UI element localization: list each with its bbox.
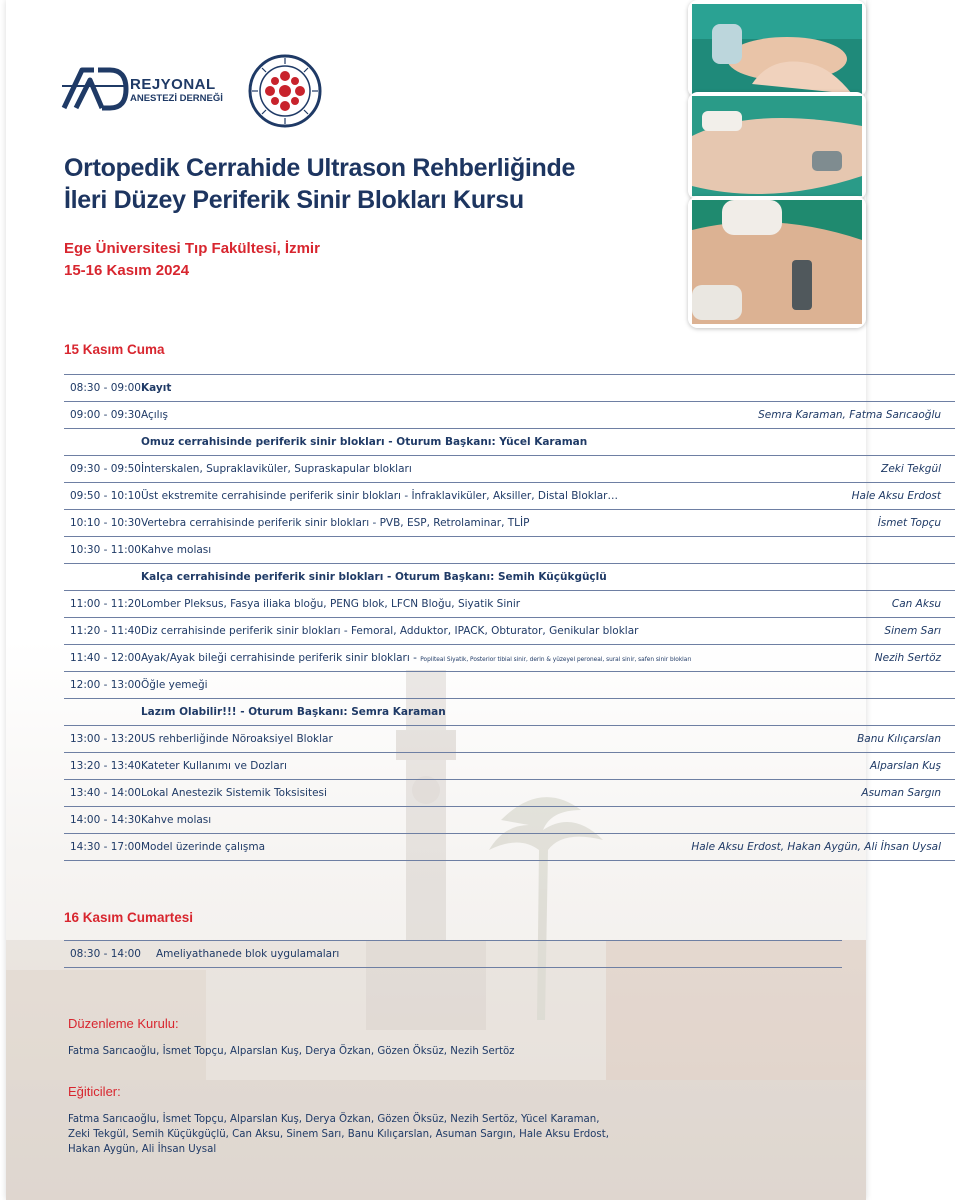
row-topic [141,645,691,672]
row-speaker: Nezih Sertöz [691,645,955,672]
row-topic-text: Kateter Kullanımı ve Dozları [140,760,287,772]
course-title-line1: Ortopedik Cerrahide Ultrason Rehberliğinde [64,154,576,182]
row-time: 11:20 - 11:40 [64,618,141,645]
row-topic-text: Diz cerrahisinde periferik sinir blokları - Femoral, Adduktor, IPACK, Obturator, Genikular bloklar [140,625,639,637]
schedule-row [64,537,955,564]
row-time: 08:30 - 09:00 [64,375,141,402]
row-time: 14:00 - 14:30 [64,807,141,834]
trainers-line2: Zeki Tekgül, Semih Küçükgüçlü, Can Aksu, Sinem Sarı, Banu Kılıçarslan, Asuman Sargın, Hale Aksu Erdost, [68,1129,609,1140]
day1-title: 15 Kasım Cuma [64,342,165,357]
schedule-row [64,510,955,537]
row-topic [141,564,691,591]
row-time: 10:10 - 10:30 [64,510,141,537]
trainers-line1: Fatma Sarıcaoğlu, İsmet Topçu, Alparslan Kuş, Derya Özkan, Gözen Öksüz, Nezih Sertöz, Yücel Karaman, [68,1114,600,1125]
row-topic [141,834,691,861]
row-topic [141,537,691,564]
schedule-row [64,375,955,402]
row-time: 12:00 - 13:00 [64,672,141,699]
row-time: 09:30 - 09:50 [64,456,141,483]
row-time: 13:00 - 13:20 [64,726,141,753]
ege-university-seal-icon [248,54,322,128]
schedule-row [64,753,955,780]
schedule-row [64,456,955,483]
row-topic [141,591,691,618]
schedule-row [64,807,955,834]
row-time: 11:40 - 12:00 [64,645,141,672]
session-header-row [64,429,955,456]
row-speaker: Semra Karaman, Fatma Sarıcaoğlu [691,402,955,429]
row-topic [141,807,691,834]
row-topic [141,510,691,537]
day2-schedule [64,940,842,968]
row-speaker: Banu Kılıçarslan [691,726,955,753]
row-topic [141,456,691,483]
row-speaker: İsmet Topçu [691,510,955,537]
row-topic-detail: Popliteal Siyatik, Posterior tibial sinir, derin & yüzeyel peroneal, sural sinir, safen sinir blokları [420,657,692,663]
row-time: 14:30 - 17:00 [64,834,141,861]
row-time: 09:50 - 10:10 [64,483,141,510]
schedule-row [64,483,955,510]
row-topic-text: Ayak/Ayak bileği cerrahisinde periferik sinir blokları - [140,652,421,664]
procedure-photo-2 [688,92,866,200]
row-speaker: Can Aksu [691,591,955,618]
procedure-photo-1 [688,0,866,98]
row-topic-text: Üst ekstremite cerrahisinde periferik sinir blokları - İnfraklaviküler, Aksiller, Distal Bloklar… [140,490,618,502]
row-speaker: Alparslan Kuş [691,753,955,780]
row-topic [141,402,691,429]
schedule-row [64,941,842,968]
course-flyer [6,0,942,1200]
row-topic-text: Kayıt [140,382,172,394]
committee-names: Fatma Sarıcaoğlu, İsmet Topçu, Alparslan Kuş, Derya Özkan, Gözen Öksüz, Nezih Sertöz [68,1046,515,1057]
course-dates: 15-16 Kasım 2024 [64,262,190,279]
session-header-row [64,564,955,591]
row-speaker: Sinem Sarı [691,618,955,645]
row-topic-text: Kalça cerrahisinde periferik sinir blokları - Oturum Başkanı: Semih Küçükgüçlü [140,571,607,583]
row-speaker [691,672,955,699]
row-topic-text: Lazım Olabilir!!! - Oturum Başkanı: Semra Karaman [140,706,446,718]
row-time [64,564,141,591]
course-title-line2: İleri Düzey Periferik Sinir Blokları Kursu [64,186,524,214]
row-speaker: Zeki Tekgül [691,456,955,483]
row-topic-text: US rehberliğinde Nöroaksiyel Bloklar [140,733,333,745]
procedure-photo-3 [688,196,866,328]
association-name-line1: REJYONAL [130,76,216,93]
rad-logo-icon [58,62,130,116]
row-topic [141,726,691,753]
row-speaker [691,537,955,564]
row-time: 13:40 - 14:00 [64,780,141,807]
trainers-names [68,1112,688,1157]
row-time: 09:00 - 09:30 [64,402,141,429]
row-time: 08:30 - 14:00 [64,941,156,968]
association-name [130,76,223,104]
committee-title: Düzenleme Kurulu: [68,1016,179,1031]
row-topic [156,941,626,968]
row-speaker [691,564,955,591]
row-topic-text: Öğle yemeği [140,679,208,691]
schedule-row [64,780,955,807]
trainers-line3: Hakan Aygün, Ali İhsan Uysal [68,1144,217,1155]
row-speaker [691,429,955,456]
row-topic-text: Kahve molası [140,544,212,556]
row-time: 13:20 - 13:40 [64,753,141,780]
row-topic [141,618,691,645]
row-topic-text: Açılış [140,409,168,421]
schedule-row [64,591,955,618]
schedule-row [64,726,955,753]
row-time [64,699,141,726]
row-topic-text: İnterskalen, Supraklaviküler, Supraskapular blokları [140,463,412,475]
row-speaker: Asuman Sargın [691,780,955,807]
row-topic-text: Lomber Pleksus, Fasya iliaka bloğu, PENG blok, LFCN Bloğu, Siyatik Sinir [140,598,521,610]
course-venue-dates [64,238,320,282]
row-topic [141,699,691,726]
row-topic [141,780,691,807]
row-time: 10:30 - 11:00 [64,537,141,564]
trainers-title: Eğiticiler: [68,1084,121,1099]
schedule-row [64,645,955,672]
row-topic-text: Model üzerinde çalışma [140,841,266,853]
row-topic-text: Vertebra cerrahisinde periferik sinir blokları - PVB, ESP, Retrolaminar, TLİP [140,517,530,529]
day2-title: 16 Kasım Cumartesi [64,910,194,925]
row-topic-text: Kahve molası [140,814,212,826]
row-speaker [691,807,955,834]
row-topic [141,483,691,510]
course-location: Ege Üniversitesi Tıp Fakültesi, İzmir [64,240,320,257]
procedure-photos [688,0,866,330]
row-speaker [626,941,842,968]
schedule-row [64,618,955,645]
row-topic-text: Lokal Anestezik Sistemik Toksisitesi [140,787,327,799]
row-topic [141,375,691,402]
row-topic [141,672,691,699]
schedule-row [64,834,955,861]
row-time: 11:00 - 11:20 [64,591,141,618]
association-name-line2: ANESTEZİ DERNEĞİ [130,93,223,104]
row-speaker: Hale Aksu Erdost [691,483,955,510]
header-logos [58,52,358,132]
schedule-row [64,402,955,429]
session-header-row [64,699,955,726]
row-topic [141,429,691,456]
row-speaker: Hale Aksu Erdost, Hakan Aygün, Ali İhsan Uysal [691,834,955,861]
day1-schedule [64,374,955,861]
row-speaker [691,699,955,726]
schedule-row [64,672,955,699]
course-title [64,152,684,216]
row-time [64,429,141,456]
row-speaker [691,375,955,402]
row-topic-text: Omuz cerrahisinde periferik sinir blokları - Oturum Başkanı: Yücel Karaman [140,436,588,448]
row-topic-text: Ameliyathanede blok uygulamaları [156,948,340,960]
row-topic [141,753,691,780]
